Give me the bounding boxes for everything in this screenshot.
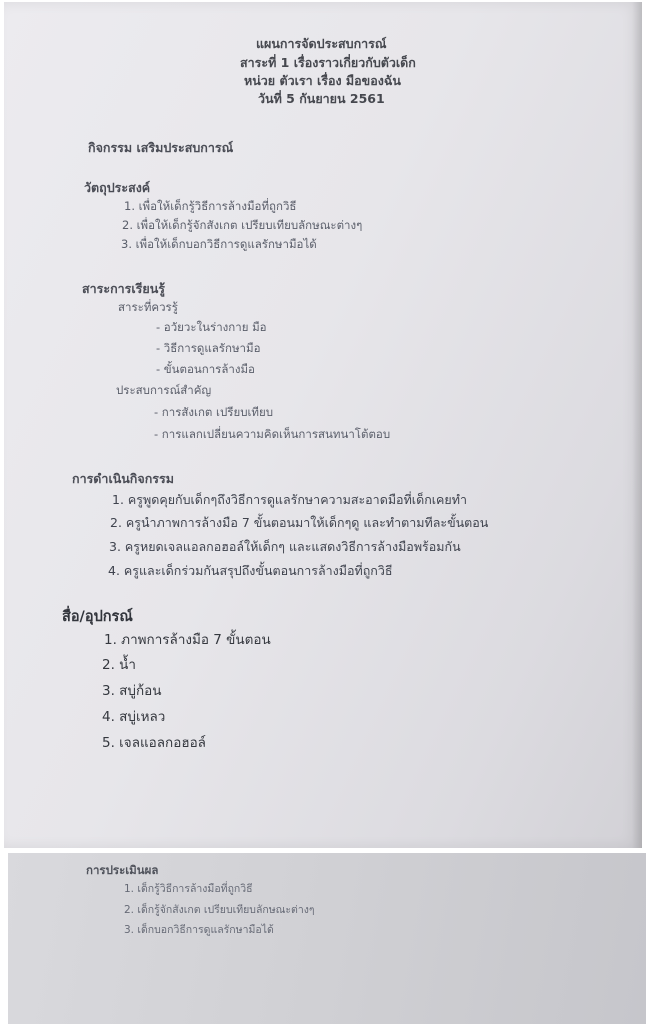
objective-item: 1. เพื่อให้เด็กรู้วิธีการล้างมือที่ถูกวิธี (124, 199, 297, 213)
knowledge-item: - วิธีการดูแลรักษามือ (156, 341, 261, 355)
material-item: 4. สบู่เหลว (102, 709, 166, 725)
plan-date: วันที่ 5 กันยายน 2561 (258, 91, 385, 106)
document-photo-top (4, 2, 642, 848)
knowledge-item: - อวัยวะในร่างกาย มือ (156, 320, 267, 334)
procedure-item: 4. ครูและเด็กร่วมกันสรุปถึงขั้นตอนการล้างมือที่ถูกวิธี (108, 563, 393, 578)
objective-item: 3. เพื่อให้เด็กบอกวิธีการดูแลรักษามือได้ (121, 237, 317, 251)
activity-label: กิจกรรม เสริมประสบการณ์ (88, 140, 234, 155)
document-photo-bottom (8, 853, 646, 1024)
evaluation-item: 2. เด็กรู้จักสังเกต เปรียบเทียบลักษณะต่างๆ (124, 904, 315, 916)
page-edge-shadow (632, 2, 642, 848)
experience-item: - การสังเกต เปรียบเทียบ (154, 405, 274, 419)
knowledge-item: - ขั้นตอนการล้างมือ (156, 362, 255, 376)
plan-subject: สาระที่ 1 เรื่องราวเกี่ยวกับตัวเด็ก (240, 55, 416, 70)
procedure-heading: การดำเนินกิจกรรม (72, 471, 174, 486)
plan-title: แผนการจัดประสบการณ์ (256, 36, 387, 51)
plan-unit: หน่วย ตัวเรา เรื่อง มือของฉัน (244, 73, 401, 88)
evaluation-item: 1. เด็กรู้วิธีการล้างมือที่ถูกวิธี (124, 883, 253, 895)
procedure-item: 2. ครูนำภาพการล้างมือ 7 ขั้นตอนมาให้เด็กๆดู และทำตามทีละขั้นตอน (110, 515, 489, 530)
procedure-item: 1. ครูพูดคุยกับเด็กๆถึงวิธีการดูแลรักษาความสะอาดมือที่เด็กเคยทำ (112, 492, 467, 507)
evaluation-item: 3. เด็กบอกวิธีการดูแลรักษามือได้ (124, 924, 274, 936)
objectives-heading: วัตถุประสงค์ (84, 180, 151, 195)
experience-item: - การแลกเปลี่ยนความคิดเห็นการสนทนาโต้ตอบ (154, 427, 391, 441)
material-item: 2. น้ำ (102, 657, 136, 673)
material-item: 5. เจลแอลกอฮอล์ (102, 735, 206, 751)
procedure-item: 3. ครูหยดเจลแอลกอฮอล์ให้เด็กๆ และแสดงวิธีการล้างมือพร้อมกัน (109, 539, 461, 554)
objective-item: 2. เพื่อให้เด็กรู้จักสังเกต เปรียบเทียบลักษณะต่างๆ (122, 218, 363, 232)
materials-heading: สื่อ/อุปกรณ์ (62, 609, 133, 625)
experience-heading: ประสบการณ์สำคัญ (116, 383, 212, 397)
knowledge-heading: สาระที่ควรรู้ (118, 300, 178, 314)
evaluation-heading: การประเมินผล (86, 863, 159, 877)
material-item: 3. สบู่ก้อน (102, 683, 162, 699)
material-item: 1. ภาพการล้างมือ 7 ขั้นตอน (104, 632, 271, 648)
content-heading: สาระการเรียนรู้ (82, 281, 165, 296)
